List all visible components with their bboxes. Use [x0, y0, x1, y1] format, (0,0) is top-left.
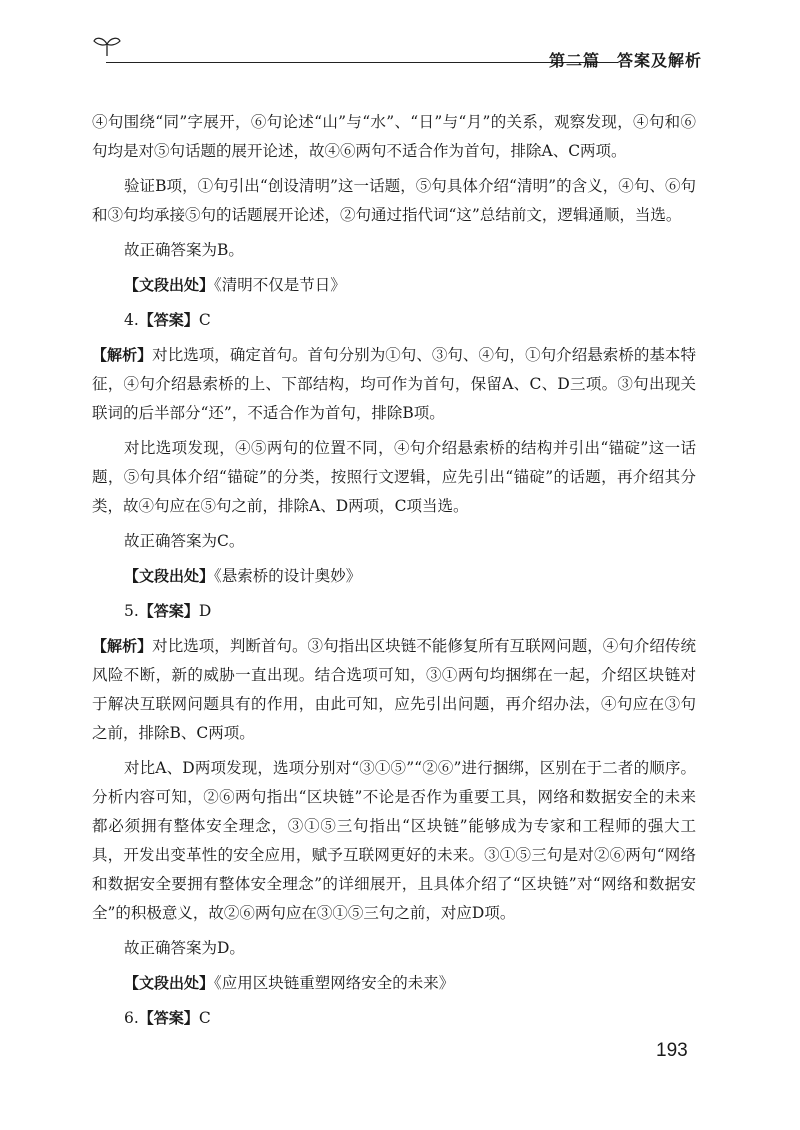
- source-title: 《应用区块链重塑网络安全的未来》: [214, 974, 455, 992]
- page-number: 193: [656, 1040, 688, 1061]
- analysis-tag: 【解析】: [92, 637, 153, 655]
- analysis-tag: 【解析】: [92, 346, 153, 364]
- source-line: [92, 562, 696, 591]
- source-title: 《悬索桥的设计奥妙》: [214, 567, 362, 585]
- source-tag: 【文段出处】: [124, 974, 215, 992]
- analysis-paragraph: 【解析】对比选项，确定首句。首句分别为①句、③句、④句，①句介绍悬索桥的基本特征，④句介绍悬索桥的上、下部结构，均可作为首句，保留A、C、D三项。③句出现关联词的后半部分“还”，不适合作为首句，排除B项。: [92, 346, 696, 422]
- paragraph: 对比A、D两项发现，选项分别对“③①⑤”“②⑥”进行捆绑，区别在于二者的顺序。分析内容可知，②⑥两句指出“区块链”不论是否作为重要工具，网络和数据安全的未来都必须拥有整体安全理念，③①⑤三句指出“区块链”能够成为专家和工程师的强大工具，开发出变革性的安全应用，赋予互联网更好的未来。③①⑤三句是对②⑥两句“网络和数据安全要拥有整体安全理念”的详细展开，且具体介绍了“区块链”对“网络和数据安全”的积极意义，故②⑥两句应在③①⑤三句之前，对应D项。: [92, 759, 696, 922]
- paragraph: ④句围绕“同”字展开，⑥句论述“山”与“水”、“日”与“月”的关系，观察发现，④句和⑥句均是对⑤句话题的展开论述，故④⑥两句不适合作为首句，排除A、C两项。: [92, 113, 696, 160]
- header-rule: [106, 62, 618, 63]
- answer-line: [92, 597, 696, 626]
- section-title: 第二篇 答案及解析: [548, 51, 702, 70]
- sprout-icon: [92, 34, 122, 58]
- question-number: 5.: [124, 602, 139, 620]
- paragraph: 验证B项，①句引出“创设清明”这一话题，⑤句具体介绍“清明”的含义，④句、⑥句和③句均承接⑤句的话题展开论述，②句通过指代词“这”总结前文，逻辑通顺，当选。: [92, 177, 696, 224]
- answer-value: C: [198, 311, 211, 329]
- question-number: 4.: [124, 311, 139, 329]
- source-title: 《清明不仅是节日》: [214, 276, 346, 294]
- analysis-paragraph: 【解析】对比选项，判断首句。③句指出区块链不能修复所有互联网问题，④句介绍传统风险不断，新的威胁一直出现。结合选项可知，③①两句均捆绑在一起，介绍区块链对于解决互联网问题具有的作用，由此可知，应先引出问题，再介绍办法，④句应在③句之前，排除B、C两项。: [92, 637, 696, 742]
- answer-tag: 【答案】: [138, 602, 199, 620]
- answer-line: [92, 306, 696, 335]
- answer-value: C: [198, 1009, 211, 1027]
- answer-tag: 【答案】: [138, 311, 199, 329]
- paragraph: 对比选项发现，④⑤两句的位置不同，④句介绍悬索桥的结构并引出“锚碇”这一话题，⑤句具体介绍“锚碇”的分类，按照行文逻辑，应先引出“锚碇”的话题，再介绍其分类，故④句应在⑤句之前，排除A、D两项，C项当选。: [92, 439, 696, 515]
- paragraph: 故正确答案为C。: [124, 532, 245, 550]
- answer-value: D: [198, 602, 212, 620]
- source-tag: 【文段出处】: [124, 276, 215, 294]
- page-header: [92, 30, 712, 74]
- source-tag: 【文段出处】: [124, 567, 215, 585]
- answer-tag: 【答案】: [138, 1009, 199, 1027]
- answer-line: [92, 1004, 696, 1033]
- question-number: 6.: [124, 1009, 139, 1027]
- answer-body: [92, 108, 696, 1039]
- source-line: [92, 969, 696, 998]
- source-line: [92, 271, 696, 300]
- paragraph: 故正确答案为B。: [124, 241, 244, 259]
- paragraph: 故正确答案为D。: [124, 939, 245, 957]
